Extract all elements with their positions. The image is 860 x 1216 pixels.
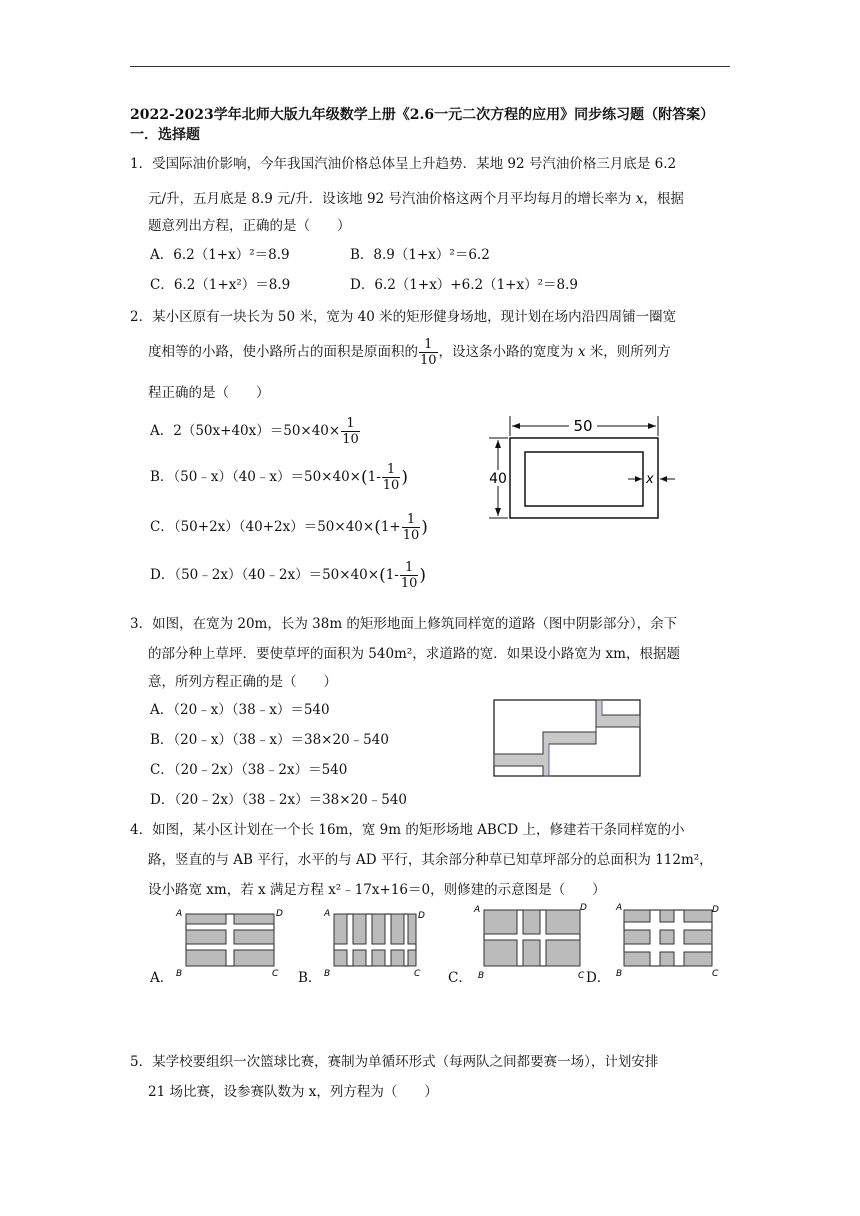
q2-figure — [485, 410, 685, 525]
q4-option-d-label[interactable]: D． — [586, 970, 611, 986]
q2-inner-rect — [525, 452, 643, 506]
q3-figure — [492, 698, 644, 780]
q1-option-b[interactable]: B．8.9（1+x）²＝6.2 — [350, 247, 490, 263]
q4-option-b-label[interactable]: B． — [298, 970, 322, 986]
q2-fig-width: 40 — [489, 471, 507, 487]
section-heading: 一．选择题 — [130, 127, 200, 143]
q2-line1: 2．某小区原有一块长为 50 米，宽为 40 米的矩形健身场地，现计划在场内沿四周铺一圈宽 — [130, 309, 677, 325]
q4-option-b-figure[interactable] — [320, 906, 430, 978]
svg-text:A: A — [324, 909, 331, 919]
q4-option-d-figure[interactable] — [612, 900, 724, 980]
q2-fig-x: x — [646, 472, 654, 487]
q1-option-a[interactable]: A．6.2（1+x）²＝8.9 — [150, 247, 290, 263]
svg-text:D: D — [580, 903, 587, 913]
q2-option-a[interactable]: A．2（50x+40x）＝50×40× $\frac{1}{10}$ — [150, 416, 359, 447]
q3-option-c[interactable]: C．（20﹣2x）（38﹣2x）＝540 — [150, 762, 348, 778]
svg-text:C: C — [414, 969, 421, 979]
q1-line3: 题意列出方程，正确的是（ ） — [148, 218, 351, 234]
svg-text:D: D — [276, 909, 283, 919]
svg-text:B: B — [324, 969, 331, 979]
q3-line2: 的部分种上草坪．要使草坪的面积为 540m²，求道路的宽．如果设小路宽为 xm，根据题 — [148, 646, 680, 662]
svg-text:C: C — [712, 969, 719, 979]
svg-text:A: A — [176, 909, 183, 919]
q4-option-a-figure[interactable] — [172, 906, 282, 978]
q3-line3: 意，所列方程正确的是（ ） — [148, 674, 337, 690]
q1-line1: 1．受国际油价影响，今年我国汽油价格总体呈上升趋势．某地 92 号汽油价格三月底是 6.2 — [130, 156, 677, 172]
q1-option-d[interactable]: D．6.2（1+x）+6.2（1+x）²＝8.9 — [350, 277, 578, 293]
svg-text:D: D — [712, 905, 719, 915]
q2-line3: 程正确的是（ ） — [148, 385, 270, 401]
q1-line2: 元/升，五月底是 8.9 元/升．设该地 92 号汽油价格这两个月平均每月的增长率为 x，根据 — [148, 191, 684, 207]
svg-text:B: B — [176, 969, 183, 979]
svg-text:D: D — [418, 911, 425, 921]
q4-line2: 路，竖直的与 AB 平行，水平的与 AD 平行，其余部分种草已知草坪部分的总面积为 112m²， — [148, 852, 713, 868]
q5-line1: 5．某学校要组织一次篮球比赛，赛制为单循环形式（每两队之间都要赛一场），计划安排 — [130, 1054, 659, 1070]
q2-line2: 度相等的小路，使小路所占的面积是原面积的 $\frac{1}{10}$ ，设这条小路的宽度为 x 米，则所列方 — [148, 337, 671, 368]
svg-text:C: C — [578, 971, 585, 981]
q2-option-c[interactable]: C．（50+2x）（40+2x）＝50×40×(1+ $\frac{1}{10}$ ) — [150, 512, 428, 543]
svg-text:C: C — [272, 969, 279, 979]
q3-option-b[interactable]: B．（20﹣x）（38﹣x）＝38×20﹣540 — [150, 732, 389, 748]
q2-fig-length: 50 — [573, 417, 593, 435]
q2-option-b[interactable]: B．（50﹣x）（40﹣x）＝50×40×(1- $\frac{1}{10}$ ) — [150, 462, 408, 493]
q4-option-c-label[interactable]: C． — [448, 970, 472, 986]
q3-line1: 3．如图，在宽为 20m，长为 38m 的矩形地面上修筑同样宽的道路（图中阴影部分），余下 — [130, 616, 678, 632]
q1-option-c[interactable]: C．6.2（1+x²）＝8.9 — [150, 277, 291, 293]
q2-option-d[interactable]: D．（50﹣2x）（40﹣2x）＝50×40×(1- $\frac{1}{10}$ ) — [150, 560, 427, 591]
q4-option-c-figure[interactable] — [470, 900, 595, 980]
q4-line1: 4．如图，某小区计划在一个长 16m，宽 9m 的矩形场地 ABCD 上，修建若干条同样宽的小 — [130, 822, 685, 838]
svg-text:B: B — [616, 969, 623, 979]
q3-option-d[interactable]: D．（20﹣2x）（38﹣2x）＝38×20﹣540 — [150, 792, 408, 808]
svg-text:B: B — [478, 971, 485, 981]
q4-option-a-label[interactable]: A． — [150, 970, 174, 986]
svg-text:A: A — [474, 905, 481, 915]
q5-line2: 21 场比赛，设参赛队数为 x，列方程为（ ） — [148, 1084, 438, 1100]
svg-text:A: A — [616, 903, 623, 913]
q4-line3: 设小路宽 xm，若 x 满足方程 x²﹣17x+16＝0，则修建的示意图是（ ） — [148, 882, 606, 898]
worksheet-title: 2022-2023学年北师大版九年级数学上册《2.6一元二次方程的应用》同步练习题（附答案） — [130, 107, 715, 123]
q3-option-a[interactable]: A．（20﹣x）（38﹣x）＝540 — [150, 702, 330, 718]
header-rule — [130, 66, 730, 67]
q2-fraction: $\frac{1}{10}$ — [420, 337, 437, 368]
